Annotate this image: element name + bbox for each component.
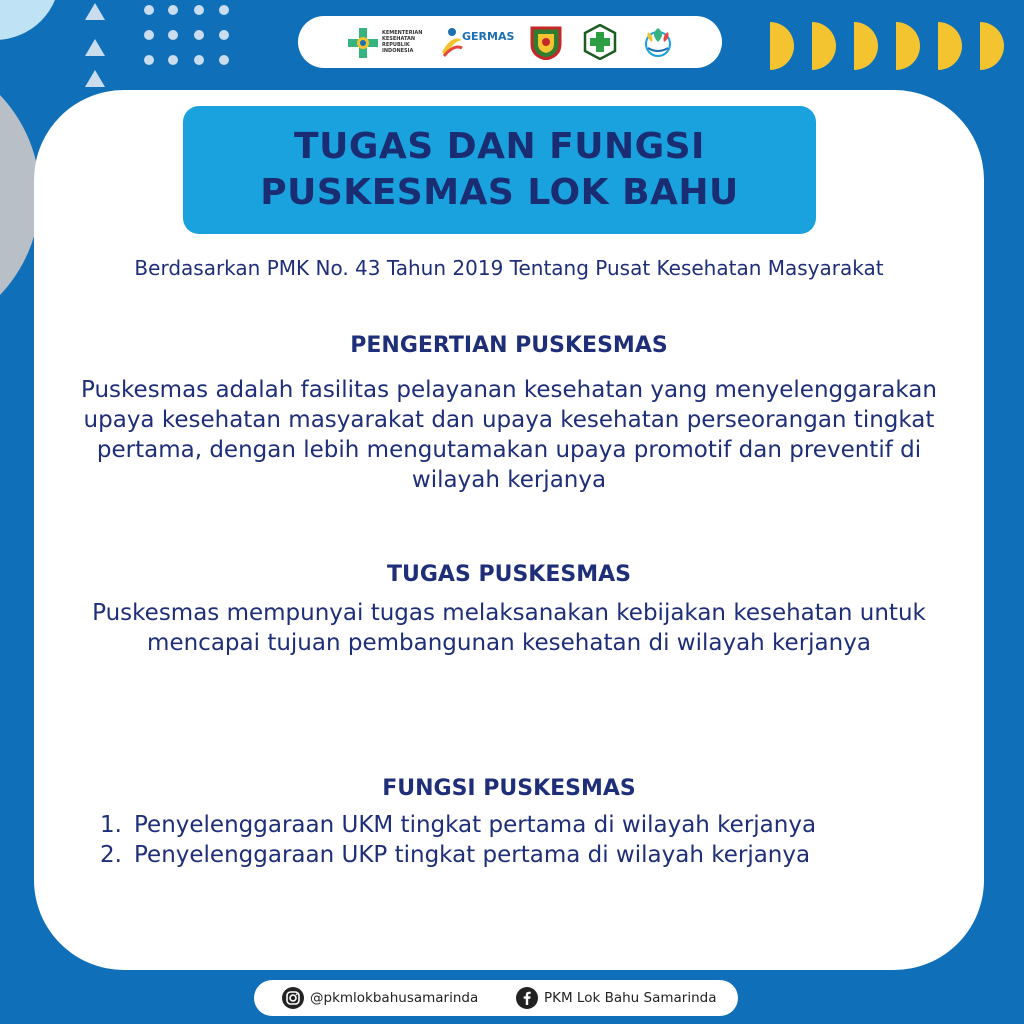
samarinda-seal-icon [528,24,564,60]
title-banner [183,106,816,234]
germas-logo-text: GERMAS [462,30,515,43]
facebook-name: PKM Lok Bahu Samarinda [544,990,717,1006]
facebook-link[interactable] [516,987,717,1009]
pengertian-text: Puskesmas adalah fasilitas pelayanan kesehatan yang menyelenggarakan upaya kesehatan masyarakat dan upaya kesehatan perseorangan tingkat pertama, dengan lebih mengutamakan upaya promotif dan preventif di wilayah kerjanya [81,377,937,493]
instagram-icon [282,987,304,1009]
kemenkes-logo-text: KEMENTERIAN KESEHATAN REPUBLIK INDONESIA [382,30,423,54]
decor-circle-top-left [0,0,60,40]
instagram-handle: @pkmlokbahusamarinda [310,990,479,1006]
logo-bar [298,16,722,68]
facebook-icon [516,987,538,1009]
puskesmas-cross-icon [582,24,618,60]
kemenkes-logo-icon [348,24,430,60]
regulation-basis: Berdasarkan PMK No. 43 Tahun 2019 Tentang Pusat Kesehatan Masyarakat [134,256,884,280]
fungsi-list [100,810,816,870]
title-line-1: TUGAS DAN FUNGSI [294,126,705,167]
social-bar [254,980,738,1016]
list-item: 1. Penyelenggaraan UKM tingkat pertama di wilayah kerjanya [100,812,817,838]
instagram-link[interactable] [282,987,478,1009]
puskesmas-leaf-logo-icon [640,24,676,60]
tugas-text: Puskesmas mempunyai tugas melaksanakan kebijakan kesehatan untuk mencapai tujuan pembangunan kesehatan di wilayah kerjanya [92,600,926,656]
tugas-heading: TUGAS PUSKESMAS [387,562,631,587]
fungsi-heading: FUNGSI PUSKESMAS [382,776,636,801]
title-line-2: PUSKESMAS LOK BAHU [260,172,739,213]
pengertian-heading: PENGERTIAN PUSKESMAS [350,333,668,358]
germas-logo-icon [440,24,518,60]
list-item: 2. Penyelenggaraan UKP tingkat pertama di wilayah kerjanya [100,842,811,868]
